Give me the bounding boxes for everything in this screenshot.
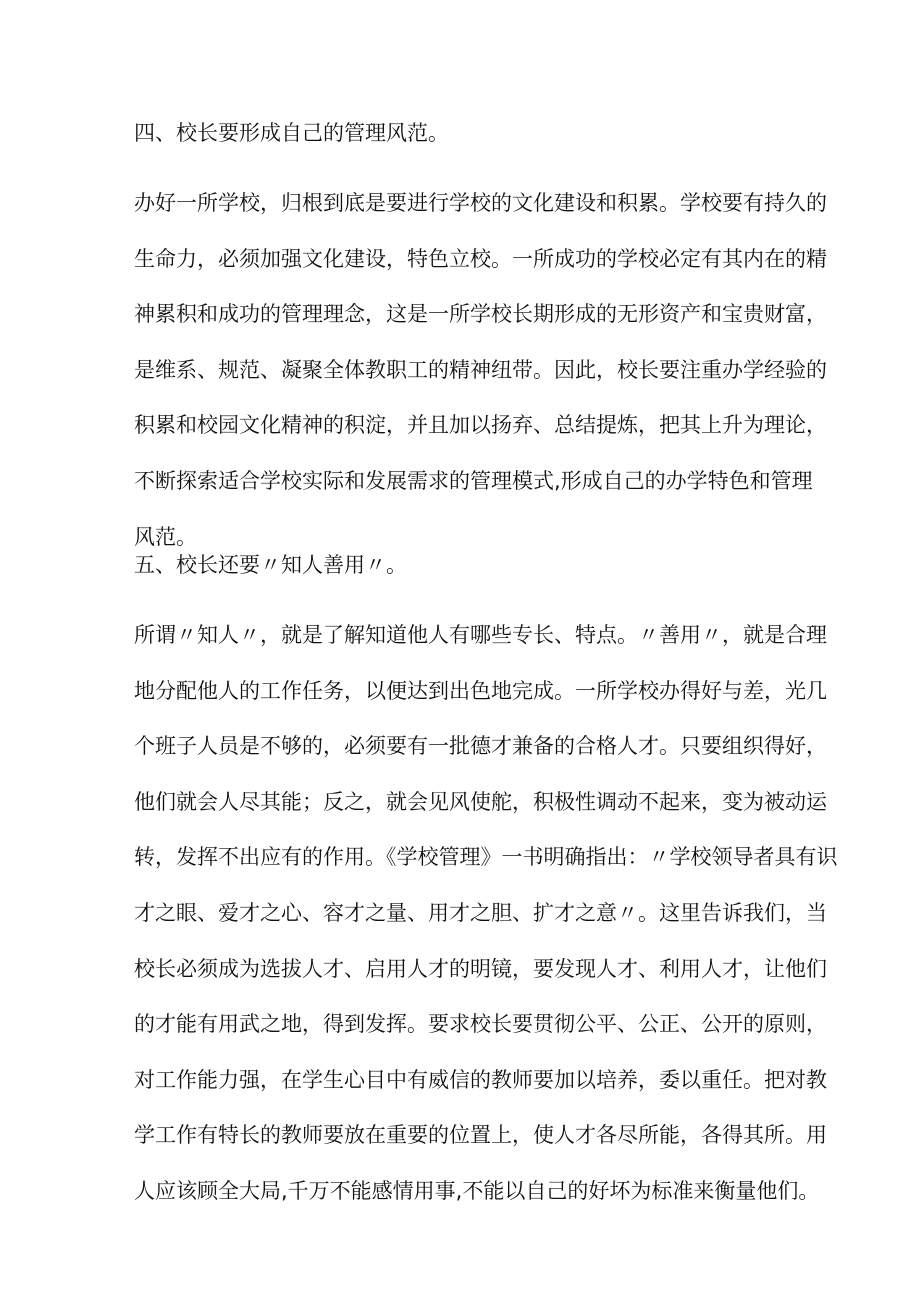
- paragraph-line: 对工作能力强，在学生心目中有威信的教师要加以培养，委以重任。把对教: [134, 1067, 827, 1092]
- section-4-paragraph: [134, 188, 827, 552]
- section-5-heading: 五、校长还要〃知人善用〃。: [134, 553, 407, 577]
- paragraph-line: 不断探索适合学校实际和发展需求的管理模式,形成自己的办学特色和管理: [134, 468, 813, 493]
- paragraph-line: 风范。: [134, 524, 197, 549]
- paragraph-line: 所谓〃知人〃，就是了解知道他人有哪些专长、特点。〃善用〃，就是合理: [134, 623, 827, 647]
- paragraph-line: 是维系、规范、凝聚全体教职工的精神纽带。因此，校长要注重办学经验的: [134, 357, 827, 382]
- paragraph-line: 学工作有特长的教师要放在重要的位置上，使人才各尽所能，各得其所。用: [134, 1123, 827, 1148]
- paragraph-line: 神累积和成功的管理理念，这是一所学校长期形成的无形资产和宝贵财富，: [134, 302, 827, 327]
- paragraph-line: 办好一所学校，归根到底是要进行学校的文化建设和积累。学校要有持久的: [134, 191, 827, 215]
- paragraph-line: 人应该顾全大局,千万不能感情用事,不能以自己的好坏为标准来衡量他们。: [134, 1178, 820, 1203]
- paragraph-line: 他们就会人尽其能；反之，就会见风使舵，积极性调动不起来，变为被动运: [134, 789, 827, 814]
- paragraph-line: 的才能有用武之地，得到发挥。要求校长要贯彻公平、公正、公开的原则，: [134, 1012, 827, 1037]
- paragraph-line: 生命力，必须加强文化建设，特色立校。一所成功的学校必定有其内在的精: [134, 246, 827, 271]
- section-5-paragraph: [134, 620, 838, 1206]
- paragraph-line: 才之眼、爱才之心、容才之量、用才之胆、扩才之意〃。这里告诉我们，当: [134, 900, 827, 925]
- section-4-heading: 四、校长要形成自己的管理风范。: [134, 121, 449, 145]
- paragraph-line: 转，发挥不出应有的作用。《学校管理》一书明确指出：〃学校领导者具有识: [134, 845, 838, 870]
- paragraph-line: 个班子人员是不够的，必须要有一批德才兼备的合格人才。只要组织得好，: [134, 734, 827, 759]
- paragraph-line: 积累和校园文化精神的积淀，并且加以扬弃、总结提炼，把其上升为理论，: [134, 413, 827, 438]
- paragraph-line: 校长必须成为选拔人才、启用人才的明镜，要发现人才、利用人才，让他们: [134, 956, 827, 981]
- paragraph-line: 地分配他人的工作任务，以便达到出色地完成。一所学校办得好与差，光几: [134, 678, 827, 703]
